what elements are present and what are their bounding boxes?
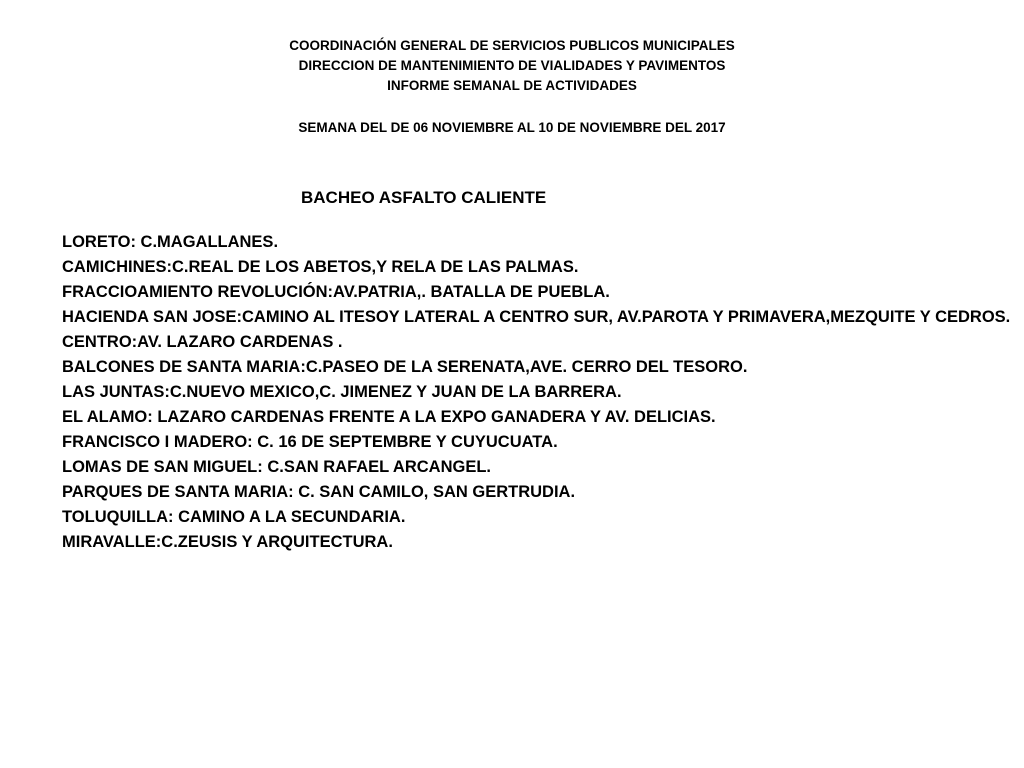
locations-list	[62, 234, 1012, 559]
list-item: CENTRO:AV. LAZARO CARDENAS .	[62, 333, 343, 351]
week-range: SEMANA DEL DE 06 NOVIEMBRE AL 10 DE NOVIEMBRE DEL 2017	[298, 120, 726, 135]
list-item: CAMICHINES:C.REAL DE LOS ABETOS,Y RELA DE LAS PALMAS.	[62, 258, 579, 276]
list-item: TOLUQUILLA: CAMINO A LA SECUNDARIA.	[62, 508, 406, 526]
list-item: FRACCIOAMIENTO REVOLUCIÓN:AV.PATRIA,. BATALLA DE PUEBLA.	[62, 283, 610, 301]
list-item: LORETO: C.MAGALLANES.	[62, 233, 279, 251]
list-item: BALCONES DE SANTA MARIA:C.PASEO DE LA SERENATA,AVE. CERRO DEL TESORO.	[62, 358, 748, 376]
list-item: MIRAVALLE:C.ZEUSIS Y ARQUITECTURA.	[62, 533, 393, 551]
list-item: LAS JUNTAS:C.NUEVO MEXICO,C. JIMENEZ Y JUAN DE LA BARRERA.	[62, 383, 622, 401]
section-title: BACHEO ASFALTO CALIENTE	[301, 188, 547, 207]
document-header	[0, 36, 1024, 96]
header-line-3: INFORME SEMANAL DE ACTIVIDADES	[387, 78, 637, 93]
list-item: FRANCISCO I MADERO: C. 16 DE SEPTEMBRE Y CUYUCUATA.	[62, 433, 558, 451]
header-line-1: COORDINACIÓN GENERAL DE SERVICIOS PUBLICOS MUNICIPALES	[289, 38, 735, 53]
list-item: HACIENDA SAN JOSE:CAMINO AL ITESOY LATERAL A CENTRO SUR, AV.PAROTA Y PRIMAVERA,MEZQUITE Y CEDROS.	[62, 308, 1011, 326]
list-item: LOMAS DE SAN MIGUEL: C.SAN RAFAEL ARCANGEL.	[62, 458, 492, 476]
list-item: EL ALAMO: LAZARO CARDENAS FRENTE A LA EXPO GANADERA Y AV. DELICIAS.	[62, 408, 716, 426]
header-line-2: DIRECCION DE MANTENIMIENTO DE VIALIDADES Y PAVIMENTOS	[298, 58, 726, 73]
list-item: PARQUES DE SANTA MARIA: C. SAN CAMILO, SAN GERTRUDIA.	[62, 483, 576, 501]
